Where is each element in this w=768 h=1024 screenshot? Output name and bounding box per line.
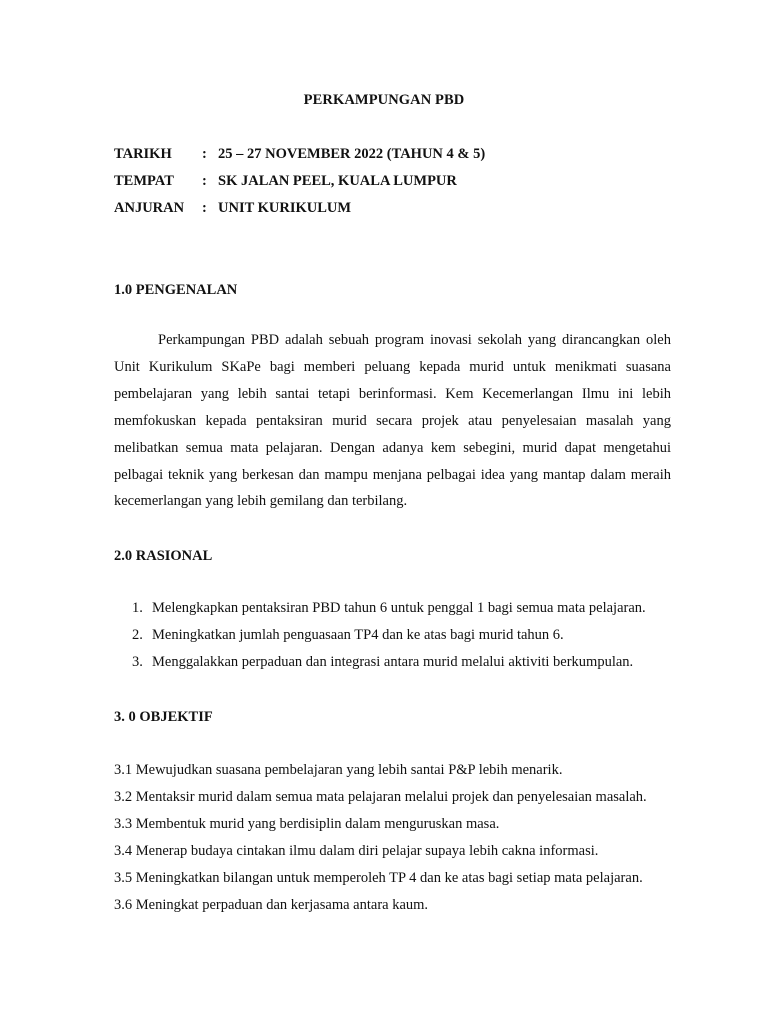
section-heading-objektif: 3. 0 OBJEKTIF bbox=[114, 709, 213, 725]
list-item bbox=[114, 654, 646, 681]
list-number: 3. bbox=[132, 654, 143, 670]
meta-row-tempat bbox=[114, 173, 457, 190]
meta-key: ANJURAN bbox=[114, 200, 185, 216]
list-item: 3.5 Meningkatkan bilangan untuk memperoleh TP 4 dan ke atas bagi setiap mata pelajaran. bbox=[114, 870, 643, 886]
meta-key: TARIKH bbox=[114, 146, 172, 162]
section-heading-rasional: 2.0 RASIONAL bbox=[114, 548, 213, 564]
meta-colon: : bbox=[202, 146, 207, 162]
list-item: 3.2 Mentaksir murid dalam semua mata pelajaran melalui projek dan penyelesaian masalah. bbox=[114, 789, 647, 805]
objektif-list bbox=[114, 762, 647, 924]
meta-value: UNIT KURIKULUM bbox=[218, 200, 352, 216]
list-item: 3.1 Mewujudkan suasana pembelajaran yang lebih santai P&P lebih menarik. bbox=[114, 762, 563, 778]
list-text: Menggalakkan perpaduan dan integrasi antara murid melalui aktiviti berkumpulan. bbox=[152, 654, 634, 670]
meta-colon: : bbox=[202, 200, 207, 216]
intro-paragraph: Perkampungan PBD adalah sebuah program inovasi sekolah yang dirancangkan oleh Unit Kurikulum SKaPe bagi memberi peluang kepada murid untuk menikmati suasana pembelajaran yang lebih santai tetapi berinformasi. Kem Kecemerlangan Ilmu ini lebih memfokuskan kepada pentaksiran murid secara projek atau penyelesaian masalah yang melibatkan semua mata pelajaran. Dengan adanya kem sebegini, murid dapat mengetahui pelbagai teknik yang berkesan dan mampu menjana pelbagai idea yang mantap dalam meraih kecemerlangan yang lebih gemilang dan terbilang. bbox=[114, 332, 671, 510]
section-heading-pengenalan: 1.0 PENGENALAN bbox=[114, 282, 238, 298]
list-text: Melengkapkan pentaksiran PBD tahun 6 untuk penggal 1 bagi semua mata pelajaran. bbox=[152, 600, 646, 616]
meta-row-anjuran bbox=[114, 200, 351, 217]
list-item: 3.3 Membentuk murid yang berdisiplin dalam menguruskan masa. bbox=[114, 816, 500, 832]
list-text: Meningkatkan jumlah penguasaan TP4 dan ke atas bagi murid tahun 6. bbox=[152, 627, 564, 643]
list-item bbox=[114, 627, 646, 654]
rasional-list bbox=[114, 600, 646, 681]
document-title: PERKAMPUNGAN PBD bbox=[303, 92, 465, 108]
meta-colon: : bbox=[202, 173, 207, 189]
meta-key: TEMPAT bbox=[114, 173, 174, 189]
meta-row-tarikh bbox=[114, 146, 485, 163]
meta-value: 25 – 27 NOVEMBER 2022 (TAHUN 4 & 5) bbox=[218, 146, 486, 162]
list-number: 2. bbox=[132, 627, 143, 643]
list-item bbox=[114, 600, 646, 627]
list-number: 1. bbox=[132, 600, 143, 616]
meta-value: SK JALAN PEEL, KUALA LUMPUR bbox=[218, 173, 457, 189]
list-item: 3.4 Menerap budaya cintakan ilmu dalam diri pelajar supaya lebih cakna informasi. bbox=[114, 843, 599, 859]
list-item: 3.6 Meningkat perpaduan dan kerjasama antara kaum. bbox=[114, 897, 429, 913]
